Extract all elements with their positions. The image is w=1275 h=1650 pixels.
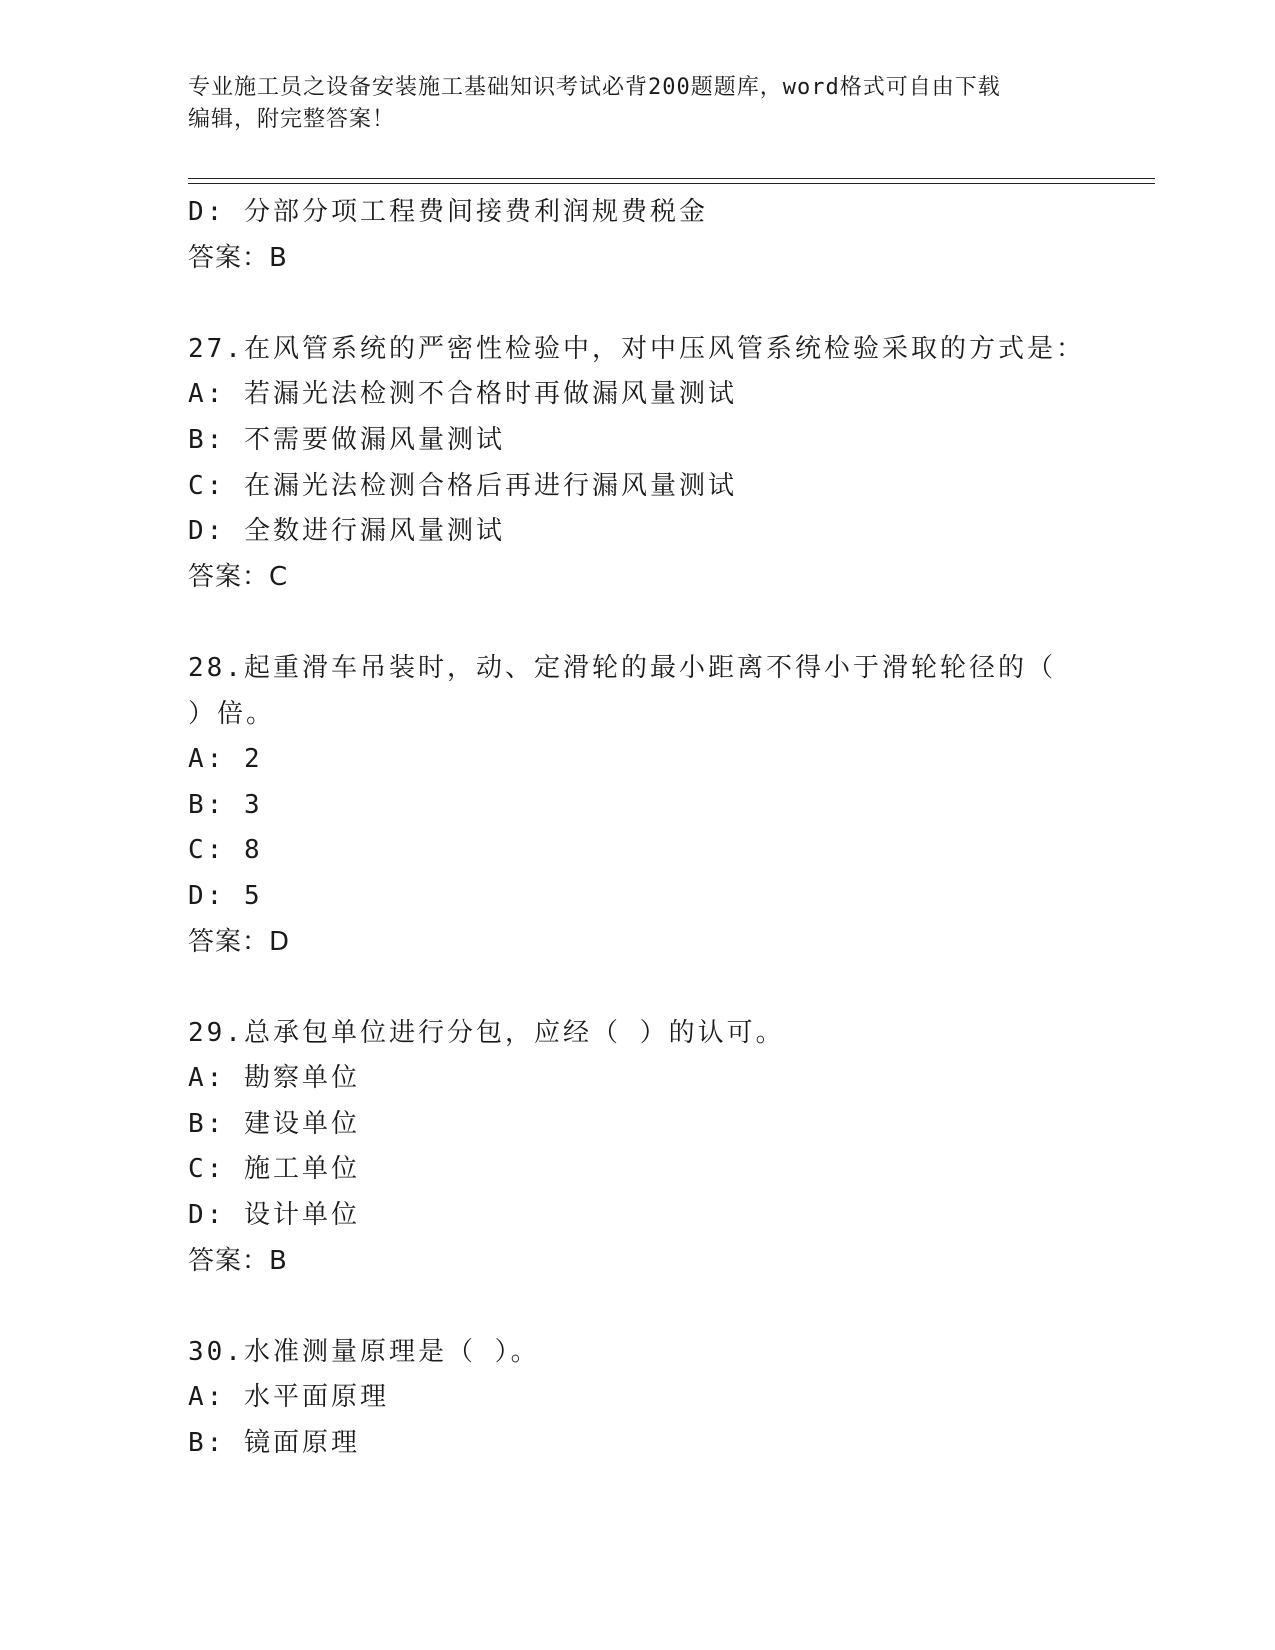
question-block-28 xyxy=(188,646,1088,965)
document-header xyxy=(188,72,1088,136)
question-text-continued: ）倍。 xyxy=(188,698,276,729)
question-text: 29.总承包单位进行分包，应经（ ）的认可。 xyxy=(188,1017,785,1048)
question-text: 27.在风管系统的严密性检验中，对中压风管系统检验采取的方式是： xyxy=(188,333,1085,364)
option-b: B: 不需要做漏风量测试 xyxy=(188,424,505,455)
question-text: 28.起重滑车吊装时，动、定滑轮的最小距离不得小于滑轮轮径的（ xyxy=(188,652,1056,683)
option-c: C: 8 xyxy=(188,835,263,866)
spacer xyxy=(188,281,1088,327)
option-a: A: 勘察单位 xyxy=(188,1063,360,1094)
question-text: 30.水准测量原理是（ ）。 xyxy=(188,1336,540,1367)
header-divider-bottom xyxy=(188,183,1155,184)
spacer xyxy=(188,965,1088,1011)
header-divider-top xyxy=(188,178,1155,179)
option-a: A: 2 xyxy=(188,744,263,775)
option-c: C: 在漏光法检测合格后再进行漏风量测试 xyxy=(188,470,737,501)
option-a: A: 若漏光法检测不合格时再做漏风量测试 xyxy=(188,379,737,410)
option-d: D: 分部分项工程费间接费利润规费税金 xyxy=(188,197,708,227)
question-block-30 xyxy=(188,1330,1088,1467)
question-block-26-tail xyxy=(188,190,1088,281)
question-block-29 xyxy=(188,1011,1088,1285)
answer-line: 答案：D xyxy=(188,926,291,957)
answer-line: 答案：C xyxy=(188,561,289,592)
header-line-2: 编辑，附完整答案！ xyxy=(188,107,396,132)
spacer xyxy=(188,1284,1088,1330)
option-d: D: 设计单位 xyxy=(188,1200,360,1231)
option-d: D: 5 xyxy=(188,880,263,911)
option-b: B: 镜面原理 xyxy=(188,1428,360,1459)
option-d: D: 全数进行漏风量测试 xyxy=(188,516,505,547)
answer-line: 答案：B xyxy=(188,242,288,273)
option-a: A: 水平面原理 xyxy=(188,1382,389,1413)
header-line-1: 专业施工员之设备安装施工基础知识考试必背200题题库，word格式可自由下载 xyxy=(188,75,1001,100)
question-block-27 xyxy=(188,327,1088,601)
option-b: B: 3 xyxy=(188,789,263,820)
question-list xyxy=(188,190,1088,1467)
answer-line: 答案：B xyxy=(188,1245,288,1276)
option-b: B: 建设单位 xyxy=(188,1108,360,1139)
option-c: C: 施工单位 xyxy=(188,1154,360,1185)
spacer xyxy=(188,600,1088,646)
